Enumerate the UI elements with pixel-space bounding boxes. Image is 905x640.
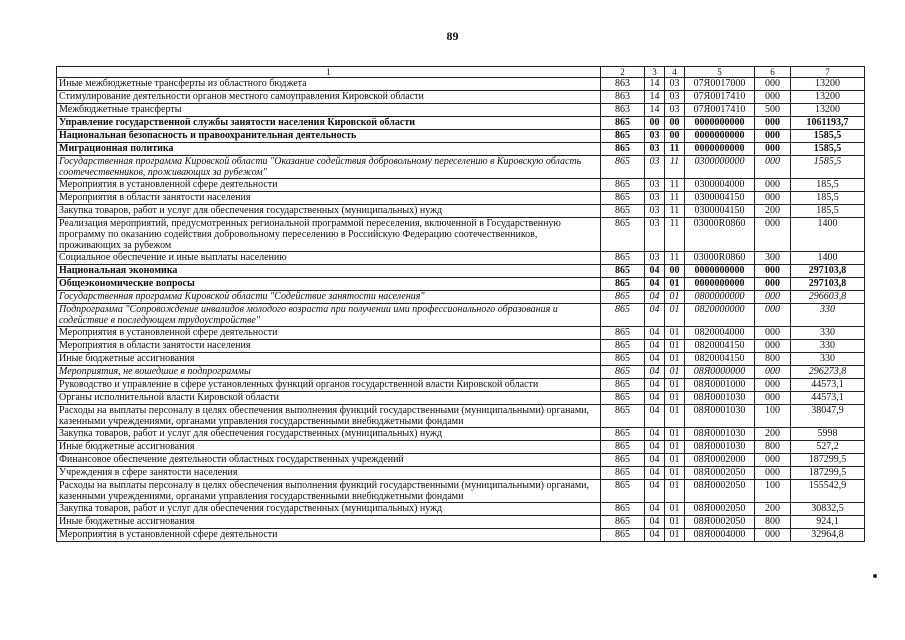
- scan-artifact-dot: [873, 574, 877, 578]
- row-name-cell: Мероприятия в области занятости населения: [57, 192, 601, 205]
- header-cell-2: 2: [601, 67, 645, 78]
- section-cell: 14: [645, 104, 665, 117]
- row-name-cell: Закупка товаров, работ и услуг для обеспечения государственных (муниципальных) нужд: [57, 503, 601, 516]
- expense-type-cell: 000: [755, 291, 791, 304]
- section-cell: 03: [645, 156, 665, 179]
- amount-cell: 330: [791, 353, 865, 366]
- expense-type-cell: 800: [755, 441, 791, 454]
- subsection-cell: 01: [665, 366, 685, 379]
- section-cell: 04: [645, 480, 665, 503]
- amount-cell: 13200: [791, 91, 865, 104]
- section-cell: 04: [645, 265, 665, 278]
- row-name-cell: Межбюджетные трансферты: [57, 104, 601, 117]
- target-article-cell: 0000000000: [685, 143, 755, 156]
- table-body: [57, 67, 865, 542]
- expense-type-cell: 100: [755, 405, 791, 428]
- expense-type-cell: 800: [755, 353, 791, 366]
- table-header-row: [57, 67, 865, 78]
- amount-cell: 44573,1: [791, 392, 865, 405]
- amount-cell: 5998: [791, 428, 865, 441]
- section-cell: 04: [645, 454, 665, 467]
- table-row: [57, 179, 865, 192]
- admin-code-cell: 865: [601, 143, 645, 156]
- table-row: [57, 278, 865, 291]
- row-name-cell: Финансовое обеспечение деятельности областных государственных учреждений: [57, 454, 601, 467]
- table-row: [57, 503, 865, 516]
- row-name-cell: Государственная программа Кировской области "Оказание содействия добровольному переселению в Кировскую область соотечественников, проживающих за рубежом": [57, 156, 601, 179]
- table-row: [57, 441, 865, 454]
- row-name-cell: Миграционная политика: [57, 143, 601, 156]
- subsection-cell: 00: [665, 265, 685, 278]
- subsection-cell: 03: [665, 104, 685, 117]
- expense-type-cell: 000: [755, 327, 791, 340]
- header-cell-1: 1: [57, 67, 601, 78]
- subsection-cell: 01: [665, 392, 685, 405]
- target-article-cell: 08Я0004000: [685, 529, 755, 542]
- target-article-cell: 0800000000: [685, 291, 755, 304]
- admin-code-cell: 863: [601, 104, 645, 117]
- row-name-cell: Расходы на выплаты персоналу в целях обеспечения выполнения функций государственными (муниципальными) органами, казенными учреждениями, органами управления государственными внебюджетными фондами: [57, 405, 601, 428]
- expense-type-cell: 000: [755, 130, 791, 143]
- row-name-cell: Учреждения в сфере занятости населения: [57, 467, 601, 480]
- row-name-cell: Управление государственной службы занятости населения Кировской области: [57, 117, 601, 130]
- section-cell: 04: [645, 304, 665, 327]
- amount-cell: 1585,5: [791, 156, 865, 179]
- admin-code-cell: 865: [601, 205, 645, 218]
- table-row: [57, 304, 865, 327]
- amount-cell: 1061193,7: [791, 117, 865, 130]
- row-name-cell: Стимулирование деятельности органов местного самоуправления Кировской области: [57, 91, 601, 104]
- amount-cell: 924,1: [791, 516, 865, 529]
- subsection-cell: 11: [665, 179, 685, 192]
- expense-type-cell: 000: [755, 366, 791, 379]
- subsection-cell: 01: [665, 503, 685, 516]
- section-cell: 04: [645, 379, 665, 392]
- target-article-cell: 08Я0002000: [685, 454, 755, 467]
- expense-type-cell: 000: [755, 392, 791, 405]
- target-article-cell: 0300000000: [685, 156, 755, 179]
- table-row: [57, 218, 865, 252]
- target-article-cell: 0300004150: [685, 192, 755, 205]
- section-cell: 04: [645, 441, 665, 454]
- admin-code-cell: 865: [601, 467, 645, 480]
- row-name-cell: Социальное обеспечение и иные выплаты населению: [57, 252, 601, 265]
- expense-type-cell: 100: [755, 480, 791, 503]
- amount-cell: 297103,8: [791, 278, 865, 291]
- admin-code-cell: 865: [601, 516, 645, 529]
- table-row: [57, 143, 865, 156]
- admin-code-cell: 865: [601, 117, 645, 130]
- admin-code-cell: 865: [601, 353, 645, 366]
- admin-code-cell: 865: [601, 265, 645, 278]
- row-name-cell: Иные бюджетные ассигнования: [57, 516, 601, 529]
- section-cell: 03: [645, 192, 665, 205]
- subsection-cell: 00: [665, 130, 685, 143]
- row-name-cell: Национальная безопасность и правоохранительная деятельность: [57, 130, 601, 143]
- subsection-cell: 11: [665, 205, 685, 218]
- amount-cell: 155542,9: [791, 480, 865, 503]
- section-cell: 03: [645, 179, 665, 192]
- subsection-cell: 01: [665, 516, 685, 529]
- target-article-cell: 08Я0001030: [685, 392, 755, 405]
- subsection-cell: 01: [665, 379, 685, 392]
- admin-code-cell: 865: [601, 156, 645, 179]
- section-cell: 03: [645, 143, 665, 156]
- admin-code-cell: 865: [601, 192, 645, 205]
- admin-code-cell: 865: [601, 441, 645, 454]
- target-article-cell: 0820004150: [685, 353, 755, 366]
- row-name-cell: Мероприятия, не вошедшие в подпрограммы: [57, 366, 601, 379]
- subsection-cell: 03: [665, 78, 685, 91]
- expense-type-cell: 000: [755, 340, 791, 353]
- subsection-cell: 11: [665, 252, 685, 265]
- subsection-cell: 01: [665, 441, 685, 454]
- section-cell: 14: [645, 91, 665, 104]
- target-article-cell: 08Я0002050: [685, 516, 755, 529]
- admin-code-cell: 865: [601, 291, 645, 304]
- budget-table: [56, 66, 865, 542]
- table-row: [57, 340, 865, 353]
- section-cell: 04: [645, 366, 665, 379]
- expense-type-cell: 500: [755, 104, 791, 117]
- section-cell: 14: [645, 78, 665, 91]
- amount-cell: 38047,9: [791, 405, 865, 428]
- subsection-cell: 03: [665, 91, 685, 104]
- row-name-cell: Общеэкономические вопросы: [57, 278, 601, 291]
- admin-code-cell: 865: [601, 480, 645, 503]
- expense-type-cell: 000: [755, 379, 791, 392]
- table-row: [57, 529, 865, 542]
- row-name-cell: Мероприятия в установленной сфере деятельности: [57, 529, 601, 542]
- subsection-cell: 01: [665, 428, 685, 441]
- row-name-cell: Руководство и управление в сфере установленных функций органов государственной власти Кировской области: [57, 379, 601, 392]
- admin-code-cell: 865: [601, 366, 645, 379]
- admin-code-cell: 865: [601, 278, 645, 291]
- expense-type-cell: 000: [755, 529, 791, 542]
- amount-cell: 297103,8: [791, 265, 865, 278]
- subsection-cell: 01: [665, 340, 685, 353]
- target-article-cell: 0000000000: [685, 117, 755, 130]
- section-cell: 04: [645, 405, 665, 428]
- amount-cell: 330: [791, 340, 865, 353]
- subsection-cell: 01: [665, 454, 685, 467]
- target-article-cell: 08Я0002050: [685, 503, 755, 516]
- amount-cell: 32964,8: [791, 529, 865, 542]
- amount-cell: 296273,8: [791, 366, 865, 379]
- section-cell: 04: [645, 291, 665, 304]
- target-article-cell: 07Я0017000: [685, 78, 755, 91]
- table-row: [57, 78, 865, 91]
- amount-cell: 187299,5: [791, 454, 865, 467]
- admin-code-cell: 865: [601, 379, 645, 392]
- target-article-cell: 0300004000: [685, 179, 755, 192]
- expense-type-cell: 000: [755, 91, 791, 104]
- amount-cell: 185,5: [791, 205, 865, 218]
- table-row: [57, 117, 865, 130]
- subsection-cell: 11: [665, 156, 685, 179]
- header-cell-4: 4: [665, 67, 685, 78]
- admin-code-cell: 865: [601, 218, 645, 252]
- row-name-cell: Мероприятия в установленной сфере деятельности: [57, 179, 601, 192]
- header-cell-3: 3: [645, 67, 665, 78]
- amount-cell: 1400: [791, 252, 865, 265]
- admin-code-cell: 865: [601, 327, 645, 340]
- expense-type-cell: 000: [755, 143, 791, 156]
- target-article-cell: 0820004000: [685, 327, 755, 340]
- amount-cell: 185,5: [791, 179, 865, 192]
- header-cell-6: 6: [755, 67, 791, 78]
- amount-cell: 330: [791, 327, 865, 340]
- admin-code-cell: 865: [601, 503, 645, 516]
- table-row: [57, 130, 865, 143]
- section-cell: 04: [645, 340, 665, 353]
- header-cell-7: 7: [791, 67, 865, 78]
- section-cell: 00: [645, 117, 665, 130]
- row-name-cell: Подпрограмма "Сопровождение инвалидов молодого возраста при получении ими профессионального образования и содействие в последующем трудоустройстве": [57, 304, 601, 327]
- table-row: [57, 428, 865, 441]
- section-cell: 03: [645, 130, 665, 143]
- header-cell-5: 5: [685, 67, 755, 78]
- row-name-cell: Реализация мероприятий, предусмотренных региональной программой переселения, включенной в Государственную программу по оказанию содействия добровольному переселению в Российскую Федерацию соотечественников, проживающих за рубежом: [57, 218, 601, 252]
- expense-type-cell: 300: [755, 252, 791, 265]
- amount-cell: 13200: [791, 78, 865, 91]
- amount-cell: 44573,1: [791, 379, 865, 392]
- admin-code-cell: 865: [601, 179, 645, 192]
- amount-cell: 1585,5: [791, 143, 865, 156]
- amount-cell: 527,2: [791, 441, 865, 454]
- section-cell: 04: [645, 503, 665, 516]
- target-article-cell: 08Я0001030: [685, 405, 755, 428]
- row-name-cell: Иные бюджетные ассигнования: [57, 353, 601, 366]
- expense-type-cell: 000: [755, 304, 791, 327]
- amount-cell: 13200: [791, 104, 865, 117]
- expense-type-cell: 000: [755, 78, 791, 91]
- amount-cell: 330: [791, 304, 865, 327]
- subsection-cell: 01: [665, 291, 685, 304]
- admin-code-cell: 865: [601, 529, 645, 542]
- subsection-cell: 00: [665, 117, 685, 130]
- subsection-cell: 01: [665, 480, 685, 503]
- subsection-cell: 11: [665, 218, 685, 252]
- subsection-cell: 01: [665, 467, 685, 480]
- expense-type-cell: 000: [755, 156, 791, 179]
- row-name-cell: Государственная программа Кировской области "Содействие занятости населения": [57, 291, 601, 304]
- target-article-cell: 08Я0001030: [685, 441, 755, 454]
- target-article-cell: 0820000000: [685, 304, 755, 327]
- target-article-cell: 08Я0002050: [685, 467, 755, 480]
- expense-type-cell: 000: [755, 192, 791, 205]
- section-cell: 03: [645, 252, 665, 265]
- table-row: [57, 467, 865, 480]
- expense-type-cell: 000: [755, 467, 791, 480]
- section-cell: 04: [645, 516, 665, 529]
- subsection-cell: 01: [665, 529, 685, 542]
- table-row: [57, 156, 865, 179]
- row-name-cell: Закупка товаров, работ и услуг для обеспечения государственных (муниципальных) нужд: [57, 205, 601, 218]
- section-cell: 04: [645, 428, 665, 441]
- subsection-cell: 11: [665, 192, 685, 205]
- subsection-cell: 01: [665, 327, 685, 340]
- target-article-cell: 03000R0860: [685, 218, 755, 252]
- page-number: 89: [446, 29, 459, 43]
- target-article-cell: 08Я0000000: [685, 366, 755, 379]
- table-row: [57, 104, 865, 117]
- row-name-cell: Мероприятия в области занятости населения: [57, 340, 601, 353]
- expense-type-cell: 800: [755, 516, 791, 529]
- target-article-cell: 07Я0017410: [685, 91, 755, 104]
- target-article-cell: 08Я0001000: [685, 379, 755, 392]
- table-row: [57, 379, 865, 392]
- section-cell: 03: [645, 218, 665, 252]
- admin-code-cell: 865: [601, 340, 645, 353]
- row-name-cell: Закупка товаров, работ и услуг для обеспечения государственных (муниципальных) нужд: [57, 428, 601, 441]
- row-name-cell: Мероприятия в установленной сфере деятельности: [57, 327, 601, 340]
- row-name-cell: Иные бюджетные ассигнования: [57, 441, 601, 454]
- target-article-cell: 0000000000: [685, 278, 755, 291]
- expense-type-cell: 000: [755, 265, 791, 278]
- section-cell: 04: [645, 467, 665, 480]
- admin-code-cell: 865: [601, 405, 645, 428]
- expense-type-cell: 000: [755, 179, 791, 192]
- table-row: [57, 192, 865, 205]
- table-row: [57, 265, 865, 278]
- target-article-cell: 08Я0001030: [685, 428, 755, 441]
- table-row: [57, 366, 865, 379]
- row-name-cell: Национальная экономика: [57, 265, 601, 278]
- subsection-cell: 11: [665, 143, 685, 156]
- admin-code-cell: 865: [601, 392, 645, 405]
- target-article-cell: 0000000000: [685, 130, 755, 143]
- amount-cell: 1400: [791, 218, 865, 252]
- subsection-cell: 01: [665, 304, 685, 327]
- table-row: [57, 392, 865, 405]
- target-article-cell: 0820004150: [685, 340, 755, 353]
- table-row: [57, 454, 865, 467]
- expense-type-cell: 000: [755, 454, 791, 467]
- admin-code-cell: 865: [601, 428, 645, 441]
- amount-cell: 296603,8: [791, 291, 865, 304]
- subsection-cell: 01: [665, 278, 685, 291]
- target-article-cell: 0300004150: [685, 205, 755, 218]
- section-cell: 04: [645, 327, 665, 340]
- expense-type-cell: 200: [755, 503, 791, 516]
- table-row: [57, 353, 865, 366]
- amount-cell: 30832,5: [791, 503, 865, 516]
- row-name-cell: Органы исполнительной власти Кировской области: [57, 392, 601, 405]
- table-row: [57, 91, 865, 104]
- row-name-cell: Иные межбюджетные трансферты из областного бюджета: [57, 78, 601, 91]
- table-row: [57, 516, 865, 529]
- table-row: [57, 405, 865, 428]
- table-row: [57, 327, 865, 340]
- target-article-cell: 0000000000: [685, 265, 755, 278]
- section-cell: 04: [645, 353, 665, 366]
- amount-cell: 185,5: [791, 192, 865, 205]
- subsection-cell: 01: [665, 405, 685, 428]
- section-cell: 04: [645, 392, 665, 405]
- amount-cell: 187299,5: [791, 467, 865, 480]
- table-row: [57, 252, 865, 265]
- admin-code-cell: 865: [601, 252, 645, 265]
- admin-code-cell: 865: [601, 454, 645, 467]
- amount-cell: 1585,5: [791, 130, 865, 143]
- table-row: [57, 480, 865, 503]
- table-row: [57, 205, 865, 218]
- expense-type-cell: 200: [755, 205, 791, 218]
- admin-code-cell: 863: [601, 91, 645, 104]
- subsection-cell: 01: [665, 353, 685, 366]
- admin-code-cell: 865: [601, 304, 645, 327]
- admin-code-cell: 865: [601, 130, 645, 143]
- expense-type-cell: 000: [755, 218, 791, 252]
- expense-type-cell: 000: [755, 278, 791, 291]
- section-cell: 04: [645, 529, 665, 542]
- section-cell: 03: [645, 205, 665, 218]
- target-article-cell: 08Я0002050: [685, 480, 755, 503]
- table-row: [57, 291, 865, 304]
- row-name-cell: Расходы на выплаты персоналу в целях обеспечения выполнения функций государственными (муниципальными) органами, казенными учреждениями, органами управления государственными внебюджетными фондами: [57, 480, 601, 503]
- admin-code-cell: 863: [601, 78, 645, 91]
- expense-type-cell: 200: [755, 428, 791, 441]
- target-article-cell: 03000R0860: [685, 252, 755, 265]
- expense-type-cell: 000: [755, 117, 791, 130]
- target-article-cell: 07Я0017410: [685, 104, 755, 117]
- section-cell: 04: [645, 278, 665, 291]
